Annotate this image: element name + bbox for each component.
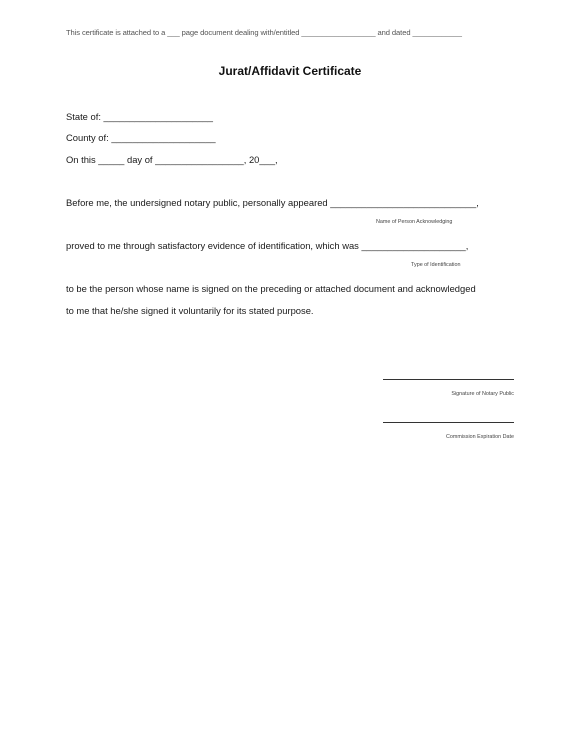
state-field: State of: _____________________ xyxy=(66,111,214,122)
appeared-line: Before me, the undersigned notary public, personally appeared ____________________________, xyxy=(66,197,479,208)
date-field: On this _____ day of _________________, 20___, xyxy=(66,154,278,165)
acknowledgement-line-1: to be the person whose name is signed on the preceding or attached document and acknowledged xyxy=(66,283,476,294)
county-field: County of: ____________________ xyxy=(66,132,216,143)
acknowledgement-line-2: to me that he/she signed it voluntarily for its stated purpose. xyxy=(66,305,314,316)
name-of-person-label: Name of Person Acknowledging xyxy=(376,219,453,225)
expiration-date-label: Commission Expiration Date xyxy=(445,434,514,440)
notary-signature-label: Signature of Notary Public xyxy=(451,391,514,397)
notary-signature-line xyxy=(383,379,514,380)
page-title: Jurat/Affidavit Certificate xyxy=(218,64,362,78)
type-of-identification-label: Type of Identification xyxy=(411,262,461,268)
attachment-note: This certificate is attached to a ___ page document dealing with/entitled __________________ and dated ____________ xyxy=(66,28,462,37)
expiration-date-line xyxy=(383,422,514,423)
identification-line: proved to me through satisfactory evidence of identification, which was ____________________, xyxy=(66,240,469,251)
